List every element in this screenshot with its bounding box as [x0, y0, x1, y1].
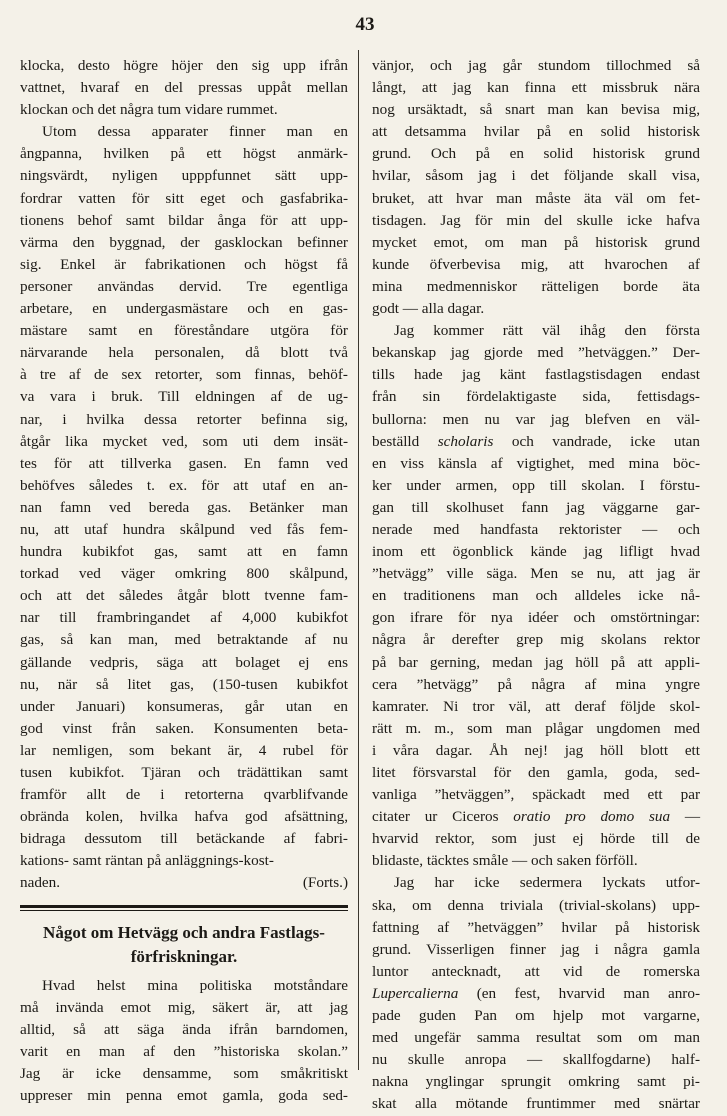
text-line: Jag kommer rätt väl ihåg den första	[394, 322, 700, 340]
italic-oratio: oratio pro domo sua	[513, 808, 671, 826]
section-title	[20, 921, 348, 969]
line-lupercalierna	[372, 983, 700, 1005]
text-line: lar nemligen, som bekant är, 4 rubel för	[20, 741, 348, 759]
text-line: behöfves således t. ex. för att utaf en an-	[20, 476, 348, 494]
paragraph-trivial-a	[372, 872, 700, 982]
text-line: gon ifrare för nya idéer och omstörtningar:	[372, 609, 700, 627]
text-line: litet försvarstal för den gamla, goda, sed-	[372, 764, 700, 781]
text-line: vänjor, och jag går stundom tillochmed så	[372, 57, 700, 74]
text-line: à tre af de sex retorter, som finnas, behöf-	[20, 366, 348, 384]
signoff-line	[20, 872, 348, 894]
text-line: Jag har icke sedermera lyckats utfor-	[394, 874, 700, 892]
text-segment: (en fest, hvarvid man anro-	[476, 984, 700, 1002]
left-column	[20, 55, 348, 1107]
text-line: cera ”hetvägg” på några af mina yngre	[372, 675, 700, 693]
paragraph-trivial	[372, 872, 700, 1115]
text-line: på bar gerning, medan jag höll på att appli-	[372, 653, 700, 671]
signoff-text: naden.	[20, 874, 61, 892]
paragraph-bekanskap-a	[372, 320, 700, 430]
text-line: nu, när så litet gas, (150-tusen kubikfot	[20, 675, 348, 693]
text-line: nar, i hvilka dessa retorter befinna sig,	[20, 410, 348, 428]
text-line: personer användas dervid. Tre egentliga	[20, 277, 348, 295]
text-line: tionens behof samt bildar ånga för att upp-	[20, 211, 348, 229]
text-line: framför allt de i retorterna qvarblifvande	[20, 786, 348, 804]
text-line: bruket, att hvar man måste äta väl om fet-	[372, 189, 700, 207]
text-line: Utom dessa apparater finner man en	[42, 123, 348, 141]
text-line: ker under armen, opp till skolan. I förstu-	[372, 476, 700, 494]
text-line: en traditionens man och alldeles icke nå-	[372, 587, 700, 605]
text-line: kations- samt räntan på anläggnings-kost-	[20, 852, 274, 870]
section-title-line2: förfriskningar.	[130, 946, 238, 966]
text-line: tills hade jag känt fastlagstisdagen endast	[372, 366, 700, 384]
text-line: rätt m. m., som man plågar ungdomen med	[372, 719, 700, 737]
paragraph-hetvagg-intro	[20, 975, 348, 1108]
text-line: tisdagen. Jag för min del skulle icke hafva	[372, 211, 700, 229]
text-line: sig. Enkel är fabrikationen och högst få	[20, 255, 348, 273]
text-segment: och vandrade, icke utan	[511, 432, 701, 450]
text-line: må invända emot mig, säkert är, att jag	[20, 998, 348, 1016]
text-line: nakna ynglingar sprungit omkring samt pi-	[372, 1073, 700, 1091]
text-line: kunde öfverbevisa mig, att hvarochen af	[372, 255, 700, 273]
text-line: med ungefär samma resultat som om man	[372, 1029, 700, 1047]
text-line: vattnet, hvaraf en del pressas uppåt mellan	[20, 79, 348, 97]
text-line: under Januari) konsumeras, går utan en	[20, 697, 348, 715]
text-line: Hvad helst mina politiska motståndare	[42, 976, 348, 994]
text-line: några år derefter grep mig skolans rektor	[372, 631, 700, 649]
text-line: hundra kubikfot gas, samt att en famn	[20, 543, 348, 561]
text-line: ”hetvägg” ville säga. Men se nu, att jag är	[372, 565, 700, 583]
text-line: kamrater. Ni tror väl, att deraf följde skol-	[372, 697, 700, 715]
text-line: hvarvid rektor, som just ej hörde till de	[372, 830, 700, 848]
paragraph-bekanskap-c	[372, 828, 700, 872]
text-line: bidraga dessutom till betäckande af fabri-	[20, 830, 348, 848]
text-line: va vara i bruk. Till eldningen af de ug-	[20, 388, 348, 406]
text-line: ska, om denna triviala (trivial-skolans) upp-	[372, 896, 700, 914]
text-line: vanliga ”hetväggen”, späckadt med ett par	[372, 786, 700, 804]
text-line: godt — alla dagar.	[372, 300, 485, 318]
line-scholaris	[372, 431, 700, 453]
paragraph-apparatus	[20, 121, 348, 872]
rule-thick	[20, 905, 348, 908]
section-title-line1: Något om Hetvägg och andra Fastlags-	[43, 922, 325, 942]
text-line: arbetare, en undergasmästare och en gas-	[20, 300, 348, 318]
text-line: nar till frambringandet af 4,000 kubikfot	[20, 609, 348, 627]
text-line: god vinst från saken. Konsumenten beta-	[20, 719, 348, 737]
text-line: nu, att utaf hundra skålpund ved fås fem-	[20, 520, 348, 538]
text-line: fordrar vatten för sitt eget och gasfabrika-	[20, 189, 348, 207]
text-line: gällande vedpris, säga att bolaget ej ens	[20, 653, 348, 671]
right-column	[372, 55, 700, 1116]
paragraph-sedvanjor	[372, 55, 700, 320]
paragraph-bekanskap-b	[372, 453, 700, 807]
paragraph-trivial-b	[372, 1005, 700, 1115]
text-line: Jag är icke densamme, som småkritiskt	[20, 1064, 348, 1082]
text-line: hvilar, såsom jag i det följande skall visa,	[372, 167, 700, 185]
text-line: blidaste, täcktes småle — och saken förföll.	[372, 852, 638, 870]
text-line: åtgår lika mycket ved, som uti dem insät-	[20, 432, 348, 450]
rule-thin	[20, 910, 348, 911]
text-segment: beställd	[372, 432, 420, 450]
text-segment: citater ur Ciceros	[372, 808, 499, 826]
forts-label: (Forts.)	[302, 874, 348, 892]
text-line: nog ursäktadt, så snart man kan bevisa mig,	[372, 101, 700, 119]
text-line: obrända kolen, hvilka hafva god afsättning,	[20, 808, 348, 826]
text-line: bullorna: men nu var jag blefven en väl-	[372, 410, 700, 428]
text-line: grund. Och på en solid historisk grund	[372, 145, 700, 163]
text-line: långt, att jag kan finna ett missbruk nära	[372, 79, 700, 97]
text-line: en viss känsla af vigtighet, med mina böc-	[372, 454, 700, 472]
text-line: klockan och det några tum vidare rummet.	[20, 101, 278, 119]
text-line: närvarande hela personalen, då blott två	[20, 344, 348, 362]
text-line: bekanskap jag gjorde med ”hetväggen.” Der-	[372, 344, 700, 362]
text-line: uppreser min penna emot gamla, goda sed-	[20, 1087, 348, 1105]
text-line: fattning af ”hetväggen” hvilar på historisk	[372, 918, 700, 936]
text-line: från sin fördelaktigaste sida, fettisdags-	[372, 388, 700, 406]
paragraph-bekanskap	[372, 320, 700, 872]
italic-lupercalierna: Lupercalierna	[372, 984, 459, 1002]
text-line: att detsamma hvilar på en solid historisk	[372, 123, 700, 141]
column-divider	[358, 50, 359, 1070]
text-line: värma den byggnad, der gasklockan befinner	[20, 233, 348, 251]
text-line: tusen kubikfot. Tjäran och trädättikan samt	[20, 764, 348, 781]
text-line: nan famn ved bereda gas. Betänker man	[20, 498, 348, 516]
text-line: ningsvärdt, nyligen upppfunnet sätt upp-	[20, 167, 348, 185]
text-line: gan till skolhuset fann jag väggarne gar-	[372, 498, 700, 516]
text-line: klocka, desto högre höjer den sig upp ifrån	[20, 57, 348, 74]
text-segment: —	[684, 808, 701, 826]
text-line: mycket emot, om man på historisk grund	[372, 233, 700, 251]
text-line: torkad ved väger omkring 800 skålpund,	[20, 565, 348, 583]
line-oratio	[372, 806, 700, 828]
text-line: grund. Visserligen finner jag i några gamla	[372, 940, 700, 958]
page-number: 43	[355, 14, 375, 35]
text-line: skat alla mötande fruntimmer med snärtar	[372, 1095, 700, 1113]
text-line: nerade med handfasta rektorister — och	[372, 520, 700, 538]
text-line: och att det således åtgår blott tvenne fam-	[20, 587, 348, 605]
text-line: mästare samt en föreståndare utgöra för	[20, 322, 348, 340]
text-line: nu skulle anropa — skallfogdarne) half-	[372, 1051, 700, 1069]
paragraph-gas-end	[20, 55, 348, 121]
text-line: mina medmenniskor rätteligen borde äta	[372, 277, 700, 295]
text-line: gas, så kan man, med betraktande af nu	[20, 631, 348, 649]
text-line: tes för att tillverka gasen. En famn ved	[20, 454, 348, 472]
text-line: varit en man af den ”historiska skolan.”	[20, 1042, 348, 1060]
text-line: alltid, så att säga ända ifrån barndomen,	[20, 1020, 348, 1038]
italic-scholaris: scholaris	[437, 432, 494, 450]
text-line: i våra dagar. Åh nej! jag höll blott ett	[372, 741, 700, 759]
text-line: luntor antecknadt, att vid de romerska	[372, 962, 700, 980]
text-line: inom ett ögonblick kände jag lifligt hvad	[372, 543, 700, 561]
section-rule	[20, 905, 348, 911]
text-line: pade guden Pan om hjelp mot vargarne,	[372, 1007, 700, 1025]
text-line: ångpanna, hvilken på ett högst anmärk-	[20, 145, 348, 163]
